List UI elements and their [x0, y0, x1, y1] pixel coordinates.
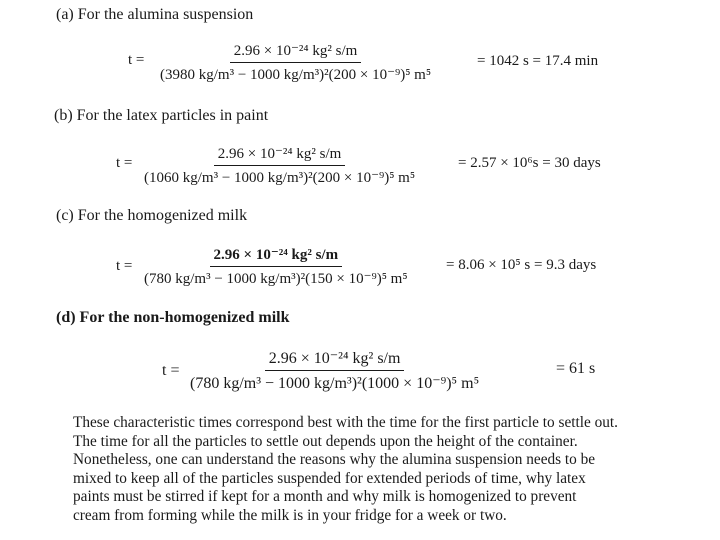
- equation-c-fraction: [140, 245, 412, 288]
- section-a-heading: (a) For the alumina suspension: [56, 6, 254, 23]
- equation-b-denominator: (1060 kg/m³ − 1000 kg/m³)²(200 × 10⁻⁹)⁵ m⁵: [144, 170, 416, 186]
- equation-d-fraction: [186, 348, 483, 393]
- equation-c-numerator: 2.96 × 10⁻²⁴ kg² s/m: [210, 245, 343, 267]
- equation-b-fraction: [140, 144, 419, 187]
- equation-d-result: = 61 s: [556, 360, 596, 377]
- equation-d-numerator: 2.96 × 10⁻²⁴ kg² s/m: [265, 348, 405, 371]
- equation-c-denominator: (780 kg/m³ − 1000 kg/m³)²(150 × 10⁻⁹)⁵ m⁵: [144, 271, 408, 287]
- paragraph-line: cream from forming while the milk is in your fridge for a week or two.: [73, 506, 507, 524]
- paragraph-line: These characteristic times correspond best with the time for the first particle to settle out.: [73, 414, 618, 431]
- equation-c-result: = 8.06 × 10⁵ s = 9.3 days: [446, 257, 597, 273]
- section-d-heading: (d) For the non-homogenized milk: [56, 309, 290, 326]
- paragraph-line: The time for all the particles to settle out depends upon the height of the container.: [73, 432, 578, 450]
- equation-a-result: = 1042 s = 17.4 min: [477, 53, 599, 69]
- equation-a-denominator: (3980 kg/m³ − 1000 kg/m³)²(200 × 10⁻⁹)⁵ m⁵: [160, 67, 432, 83]
- paragraph-line: Nonetheless, one can understand the reasons why the alumina suspension needs to be: [73, 451, 596, 469]
- equation-a-numerator: 2.96 × 10⁻²⁴ kg² s/m: [230, 41, 362, 63]
- paragraph-line: mixed to keep all of the particles suspended for extended periods of time, why latex: [73, 469, 586, 487]
- equation-b-lhs: t =: [116, 155, 133, 171]
- equation-b-result: = 2.57 × 10⁶s = 30 days: [458, 155, 601, 171]
- equation-b-numerator: 2.96 × 10⁻²⁴ kg² s/m: [214, 144, 346, 166]
- equation-d-lhs: t =: [162, 362, 180, 379]
- section-c-heading: (c) For the homogenized milk: [56, 207, 248, 224]
- equation-c-lhs: t =: [116, 258, 133, 274]
- section-b-heading: (b) For the latex particles in paint: [54, 107, 269, 124]
- equation-a-fraction: [156, 41, 435, 84]
- equation-d-denominator: (780 kg/m³ − 1000 kg/m³)²(1000 × 10⁻⁹)⁵ m⁵: [190, 375, 480, 392]
- paragraph-line: paints must be stirred if kept for a month and why milk is homogenized to prevent: [73, 488, 577, 506]
- conclusion-paragraph: [73, 414, 713, 526]
- equation-a-lhs: t =: [128, 52, 145, 68]
